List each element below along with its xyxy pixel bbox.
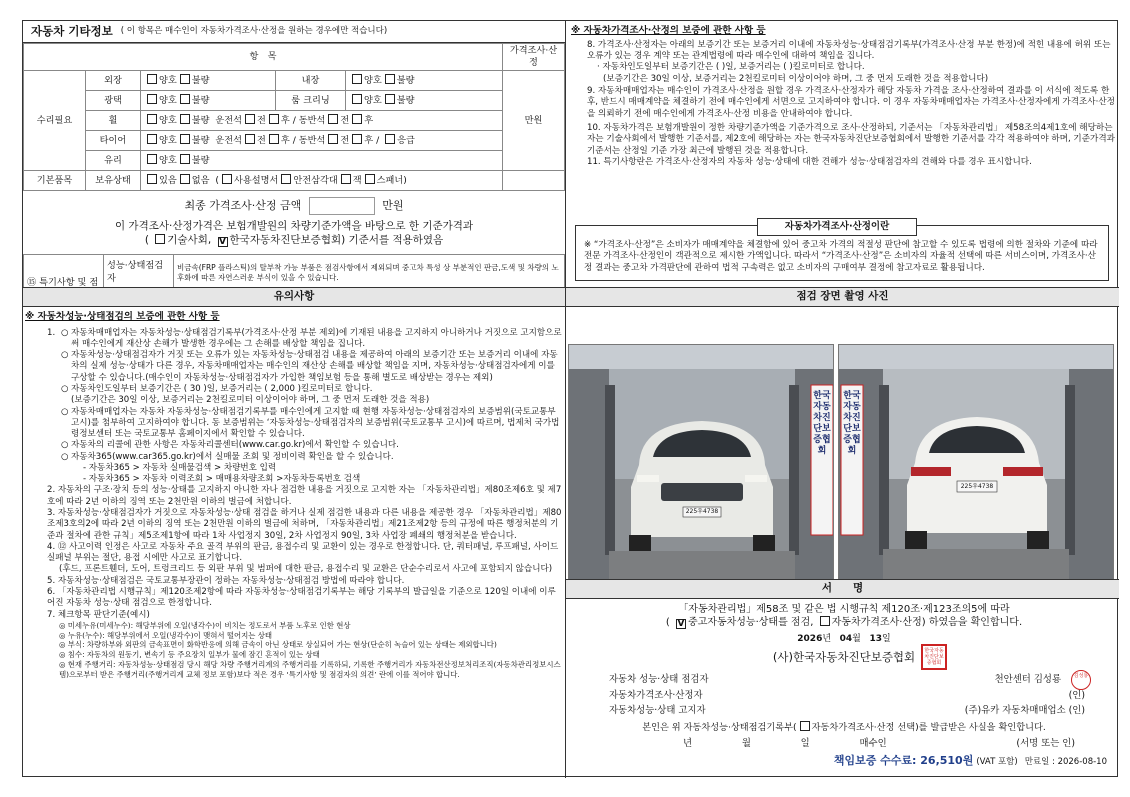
note-1e: 자동차의 리콜에 관한 사항은 자동차리콜센터(www.car.go.kr)에서 확인할 수 있습니다. — [71, 440, 399, 451]
row-gloss-label: 광택 — [86, 91, 141, 111]
front-photo — [568, 344, 834, 582]
have-checkbox[interactable] — [147, 174, 157, 184]
final-price-row — [23, 197, 565, 215]
inspector-name: 천안센터 김성룡 — [994, 674, 1061, 686]
pg-item-11: 11. 특기사항란은 가격조사·산정자의 자동차 성능·상태에 대한 견해가 성능·상태점검자의 견해와 다를 경우 표시합니다. — [587, 156, 1032, 167]
row-room-clean-label: 룸 크리닝 — [276, 91, 346, 111]
rear-checkbox[interactable] — [352, 134, 362, 144]
center-divider — [565, 21, 566, 778]
note-4: 4. ⑫ 사고이력 인정은 사고로 자동차 주요 골격 부위의 판금, 용접수리 및 교환이 있는 경우로 한정합니다. 단, 쿼터패널, 루프패널, 사이드실패널 부위는 절단, 용접 시에만 사고로 표기합니다. — [47, 541, 559, 564]
good-checkbox[interactable] — [147, 114, 157, 124]
other-info-table — [23, 43, 565, 191]
basis-opt2-checkbox[interactable]: V — [219, 237, 227, 248]
buyer-sign: (서명 또는 인) — [1016, 737, 1075, 749]
criteria-2: ◎ 누유(누수): 해당부위에서 오일(냉각수)이 맺혀서 떨어지는 상태 — [59, 630, 273, 640]
signature-section — [573, 603, 1115, 775]
photos-title: 점검 장면 촬영 사진 — [566, 287, 1119, 307]
possession-options: 있음 없음 ( 사용설명서 안전삼각대 잭 스패너) — [141, 171, 503, 191]
price-unit: 만원 — [503, 71, 565, 171]
note-1c: 자동차인도일부터 보증기간은 ( 30 )일, 보증거리는 ( 2,000 )킬로미터로 합니다. — [71, 383, 373, 394]
basis-opt1-checkbox[interactable] — [155, 234, 165, 244]
group-basic-label: 기본품목 — [24, 171, 86, 191]
note-7: 7. 체크항목 판단기준(예시) — [47, 609, 150, 620]
perf-check-checkbox[interactable]: V — [677, 619, 685, 630]
exterior-options: 양호 불량 — [141, 71, 276, 91]
final-price-input[interactable] — [309, 197, 375, 215]
special-notes-table — [23, 254, 565, 287]
org-seal-stamp: 한국자동차진단보증협회 — [921, 644, 947, 670]
good-checkbox[interactable] — [352, 94, 362, 104]
row-interior-label: 내장 — [276, 71, 346, 91]
front-banner: 한국자동차진단보증협회 — [813, 391, 831, 456]
note-1f-sub2: - 자동차365 > 자동차 이력조회 > 매매용차량조회 >자동차등록번호 검색 — [83, 474, 361, 485]
bad-checkbox[interactable] — [180, 94, 190, 104]
price-guarantee-heading: ※ 자동차가격조사·산정의 보증에 관한 사항 등 — [571, 25, 766, 36]
rear-plate: 225우4738 — [960, 483, 994, 490]
other-info-note: ( 이 항목은 매수인이 자동차가격조사·산정을 원하는 경우에만 적습니다) — [120, 25, 388, 36]
rear-checkbox[interactable] — [269, 114, 279, 124]
front-car-image — [569, 345, 834, 582]
price-check-checkbox[interactable] — [820, 616, 830, 626]
criteria-4: ◎ 침수: 자동차의 원동기, 변속기 등 주요장치 일부가 물에 잠긴 흔적이 있는 상태 — [59, 650, 320, 660]
other-info-title: 자동차 기타정보 — [31, 23, 113, 38]
pg-item-8a: · 자동차인도일부터 보증기간은 ( )일, 보증거리는 ( )킬로미터로 합니다. — [597, 62, 865, 73]
receipt-checkbox[interactable] — [800, 721, 810, 731]
jack-checkbox[interactable] — [341, 174, 351, 184]
good-checkbox[interactable] — [147, 94, 157, 104]
col-item-header: 항 목 — [24, 44, 503, 71]
sign-line2: ( V 중고자동차성능·상태를 점검, 자동차가격조사·산정) 하였음을 확인합니다. — [665, 617, 1023, 630]
note-6: 6. 「자동차관리법 시행규칙」제120조제2항에 따라 자동차성능·상태점검기록부는 해당 기록부의 발급일을 기준으로 120일 이내에 이루어진 자동차 성능·상태 점검으로 한정합니다. — [47, 587, 556, 609]
notice-label: 자동차성능·상태 고지자 — [609, 705, 706, 717]
notes-section: ※ 자동차성능·상태점검의 보증에 관한 사항 등 1. ○ 자동차매매업자는 자동차성능·상태점검기록부(가격조사·산정 부분 제외)에 기재된 내용을 고지하지 아니하거나 거짓으로 고지함으로써 매수인에게 재산상 손해가 발생한 경우에는 그 손해를 배상할 책임을 집니다. ○ 자동차성능·상태점검자가 거짓 또는 오류가 있는 자동차성능·상태점검 내용을 제공하여 아래의 보증기간 또는 보증거리 이내에 자동차의 실제 성능·상태가 다른 경우, 자동차매매업자는 매수인의 재산상 손해를 배상할 책임을 지며, 자동차성능·상태점검자에게 이를 구상할 수 있습니다.(매수인이 자동차성능·상태점검자가 가입한 책임보험 등을 통해 별도로 배상받는 경우는 제외) ○ 자동차인도일부터 보증기간은 ( 30 )일, 보증거리는 ( 2,000 )킬로미터로 합니다. (보증기간은 30일 이상, 보증거리는 2천킬로미터 이상이어야 하며, 그 중 먼저 도래한 것을 적용) ○ 자동차매매업자는 자동차 자동차성능·상태점검기록부를 매수인에게 고지할 때 현행 자동차성능·상태점검자의 보증범위(국토교통부 고시)를 첨부하여 고지하여야 합니다. 동 보증범위는 ‘자동차성능·상태점검자의 보증범위(국토교통부 고시)에 따르며, 법제처 국가법령정보센터 또는 국토교통부 홈페이지에서 확인할 수 있습니다. ○ 자동차의 리콜에 관한 사항은 자동차리콜센터(www.car.go.kr)에서 확인할 수 있습니다. ○ 자동차365(www.car365.go.kr)에서 실매물 조회 및 정비이력 확인을 할 수 있습니다. - 자동차365 > 자동차 실매물검색 > 차량번호 입력 - 자동차365 > 자동차 이력조회 > 매매용차량조회 >자동차등록번호 검색 2. 자동차의 구조·장치 등의 성능·상태를 고지하지 아니한 자나 점검한 내용을 거짓으로 고지한 자는 「자동차관리법」제80조제6호 및 제7호에 따라 2년 이하의 징역 또는 2천만원 이하의 벌금에 처합니다. 3. 자동차성능·상태점검자가 거짓으로 자동차성능·상태 점검을 하거나 실제 점검한 내용과 다른 내용을 제공한 경우 「자동차관리법」제80조제3호의2에 따라 2년 이하의 징역 또는 2천만원 이하의 벌금에 처하며, 「자동차관리법」제21조제2항 등의 규정에 따른 행정처분의 기준과 절차에 관한 규칙」제5조제1항에 따라 1차 사업정지 30일, 2차 사업정지 90일, 3차 사업장 폐쇄의 행정처분을 받습니다. 4. ⑫ 사고이력 인정은 사고로 자동차 주요 골격 부위의 판금, 용접수리 및 교환이 있는 경우로 한정합니다. 단, 쿼터패널, 루프패널, 사이드실패널 부위는 절단, 용접 시에만 사고로 표기합니다. (후드, 프론트휀더, 도어, 트렁크리드 등 외판 부위 및 범퍼에 대한 판금, 용접수리 및 교환은 단순수리로서 사고에 포함되지 않습니다) 5. 자동차성능·상태점검은 국토교통부장관이 정하는 자동차성능·상태점검 방법에 따라야 합니다. 6. 「자동차관리법 시행규칙」제120조제2항에 따라 자동차성능·상태점검기록부는 해당 기록부의 발급일을 기준으로 120일 이내에 이루어진 자동차 성능·상태 점검으로 한정합니다. 7. 체크항목 판단기준(예시) ◎ 미세누유(미세누수): 해당부위에 오일(냉각수)이 비치는 정도로서 부품 노후로 인한 현상 ◎ 누유(누수): 해당부위에서 오일(냉각수)이 맺혀서 떨어지는 상태 ◎ 부식: 차량하부와 외판의 금속표면이 화학반응에 의해 금속이 아닌 상태로 상실되어 가는 현상(단순히 녹슬어 있는 상태는 제외합니다) ◎ 침수: 자동차의 원동기, 변속기 등 주요장치 일부가 물에 잠긴 흔적이 있는 상태 ◎ 현재 주행거리: 자동차성능·상태점검 당시 해당 차량 주행거리계의 주행거리를 기록하되, 기록한 주행거리가 자동차전산정보처리조직(자동차관리정보시스템)으로부터 받은 주행거리(주행거리계 교체 정보 포함)보다 적은 경우 ‘특기사항 및 점검자의 의견’ 란에 이를 적어야 합니다. — [25, 311, 562, 679]
note-1c-sub: (보증기간은 30일 이상, 보증거리는 2천킬로미터 이상이어야 하며, 그 중 먼저 도래한 것을 적용) — [71, 395, 430, 406]
row-glass-label: 유리 — [86, 151, 141, 171]
bad-checkbox[interactable] — [180, 154, 190, 164]
perf-inspector-text: 비금속(FRP 플라스틱)의 탈부착 가능 부품은 점검사항에서 제외되며 중고차 특성 상 부분적인 판금,도색 및 차량의 노후화에 따른 자연스러운 부식이 있을 수 있습니다. — [174, 255, 565, 288]
manual-checkbox[interactable] — [222, 174, 232, 184]
sign-date: 2026년 04월 13일 — [797, 634, 891, 645]
wheel-options: 양호 불량 운전석 전 후 / 동반석 전 후 — [141, 111, 503, 131]
sign-line1: 「자동차관리법」제58조 및 같은 법 시행규칙 제120조·제123조의5에 따라 — [678, 604, 1010, 615]
rear-car-image — [839, 345, 1114, 582]
row-tire-label: 타이어 — [86, 131, 141, 151]
interior-options: 양호 불량 — [346, 71, 503, 91]
special-label: ⑮ 특기사항 및 점 — [24, 255, 104, 288]
good-checkbox[interactable] — [352, 74, 362, 84]
price-guarantee-section — [571, 25, 1115, 285]
bad-checkbox[interactable] — [385, 94, 395, 104]
good-checkbox[interactable] — [147, 154, 157, 164]
tire-options: 양호 불량 운전석 전 후 / 동반석 전 후 / 응급 — [141, 131, 503, 151]
rear-checkbox[interactable] — [269, 134, 279, 144]
note-1: 자동차매매업자는 자동차성능·상태점검기록부(가격조사·산정 부분 제외)에 기재된 내용을 고지하지 아니하거나 거짓으로 고지함으로써 매수인에게 재산상 손해가 발생한 경우에는 그 손해를 배상할 책임을 집니다. — [71, 327, 562, 349]
sign-org: (사)한국자동차진단보증협회 — [772, 650, 916, 665]
basis-text: 이 가격조사·산정가격은 보험개발원의 차량기준가액을 바탕으로 한 기준가격과 — [114, 220, 474, 233]
note-1f: 자동차365(www.car365.go.kr)에서 실매물 조회 및 정비이력 확인을 할 수 있습니다. — [71, 451, 394, 462]
front-plate: 225우4738 — [685, 508, 719, 515]
good-checkbox[interactable] — [147, 74, 157, 84]
rear-photo — [838, 344, 1114, 582]
pg-item-10: 10. 자동차가격은 보험개발원이 정한 차량기준가액을 기준가격으로 조사·산정하되, 기준서는 「자동차관리법」 제58조의4제1호에 해당하는 자는 기술사회에서 발행한 기준서를, 제2호에 해당하는 자는 한국자동차진단보증협회에서 발행한 기준서를 각각 적용하여야 하며, 기준가격과 기준서는 산정일 기준 가장 최근에 발행된 것을 적용합니다. — [587, 122, 1115, 156]
notes-title: 유의사항 — [23, 287, 565, 307]
none-checkbox[interactable] — [180, 174, 190, 184]
front-checkbox[interactable] — [245, 114, 255, 124]
perf-inspector-label: 성능·상태점검자 — [104, 255, 174, 288]
price-sign: (인) — [1068, 689, 1085, 701]
col-price-header: 가격조사·산정 — [503, 44, 565, 71]
price-definition-title: 자동차가격조사·산정이란 — [757, 218, 917, 236]
price-label: 자동차가격조사·산정자 — [609, 689, 703, 701]
emergency-checkbox[interactable] — [385, 134, 395, 144]
notice-name: (주)유카 자동차매매업소 — [964, 705, 1066, 717]
fee-vat: (VAT 포함) — [976, 757, 1018, 768]
signature-title: 서 명 — [566, 579, 1119, 599]
rear-checkbox[interactable] — [352, 114, 362, 124]
criteria-5: ◎ 현재 주행거리: 자동차성능·상태점검 당시 해당 차량 주행거리계의 주행거리를 기록하되, 기록한 주행거리가 자동차전산정보처리조직(자동차관리정보시스템)으로부터 받은 주행거리(주행거리계 교체 정보 포함)보다 적은 경우 ‘특기사항 및 점검자의 의견’ 란에 이를 적어야 합니다. — [59, 659, 561, 679]
sign-org-row — [573, 650, 1115, 665]
final-price-label: 최종 가격조사·산정 금액 — [184, 199, 302, 213]
basis-options: ( 기술사회, V 한국자동차진단보증협회) 기준서를 적용하였음 — [144, 234, 444, 248]
row-possession-label: 보유상태 — [86, 171, 141, 191]
triangle-checkbox[interactable] — [281, 174, 291, 184]
room-clean-options: 양호 불량 — [346, 91, 503, 111]
inspector-seal-stamp: 김성룡 — [1071, 670, 1091, 690]
good-checkbox[interactable] — [147, 134, 157, 144]
fee-label: 책임보증 수수료: 26,510원 — [833, 754, 974, 768]
buyer-label: 매수인 — [859, 737, 887, 749]
row-wheel-label: 휠 — [86, 111, 141, 131]
group-repair-label: 수리필요 — [24, 71, 86, 171]
note-2: 2. 자동차의 구조·장치 등의 성능·상태를 고지하지 아니한 자나 점검한 내용을 거짓으로 고지한 자는 「자동차관리법」제80조제6호 및 제7호에 따라 2년 이하의 징역 또는 2천만원 이하의 벌금에 처합니다. — [47, 485, 562, 507]
note-1f-sub1: - 자동차365 > 자동차 실매물검색 > 차량번호 입력 — [83, 462, 277, 473]
notes-heading: ※ 자동차성능·상태점검의 보증에 관한 사항 등 — [25, 311, 220, 322]
row-exterior-label: 외장 — [86, 71, 141, 91]
gloss-options: 양호 불량 — [141, 91, 276, 111]
pg-item-8: 8. 가격조사·산정자는 아래의 보증기간 또는 보증거리 이내에 자동차성능·상태점검기록부(가격조사·산정 부분 한정)에 적힌 내용에 허위 또는 오류가 있는 경우 계약 또는 관계법령에 따라 매수인에 대하여 책임을 집니다. — [587, 39, 1111, 61]
pg-item-9: 9. 자동차매매업자는 매수인이 가격조사·산정을 원할 경우 가격조사·산정자가 해당 자동차 가격을 조사·산정하여 결과를 이 서식에 적도록 한 후, 반드시 매매계약을 체결하기 전에 매수인에게 서면으로 고지하여야 합니다. 이 경우 자동차매매업자는 가격조사·산정자에게 가격조사·산정을 의뢰하기 전에 매수인에게 가격조사·산정 비용을 안내하여야 합니다. — [587, 85, 1115, 119]
spanner-checkbox[interactable] — [365, 174, 375, 184]
other-info-section — [23, 21, 565, 287]
fee-expiry: 만료일 : 2026-08-10 — [1024, 757, 1107, 768]
front-checkbox[interactable] — [328, 134, 338, 144]
note-4-sub: (후드, 프론트휀더, 도어, 트렁크리드 등 외판 부위 및 범퍼에 대한 판금, 용접수리 및 교환은 단순수리로서 사고에 포함되지 않습니다) — [59, 564, 553, 575]
front-checkbox[interactable] — [328, 114, 338, 124]
bad-checkbox[interactable] — [180, 114, 190, 124]
receipt-line: 본인은 위 자동차성능·상태점검기록부( 자동차가격조사·산정 선택)를 발급받은 사실을 확인합니다. — [642, 721, 1046, 733]
note-1b: 자동차성능·상태점검자가 거짓 또는 오류가 있는 자동차성능·상태점검 내용을 제공하여 아래의 보증기간 또는 보증거리 이내에 자동차의 실제 성능·상태가 다른 경우, 자동차매매업자는 매수인의 재산상 손해를 배상할 책임을 지며, 자동차성능·상태점검자에게 이를 구상할 수 있습니다.(매수인이 자동차성능·상태점검자가 가입한 책임보험 등을 통해 별도로 배상받는 경우는 제외) — [71, 350, 558, 383]
note-1d: 자동차매매업자는 자동차 자동차성능·상태점검기록부를 매수인에게 고지할 때 현행 자동차성능·상태점검자의 보증범위(국토교통부 고시)를 첨부하여 고지하여야 합니다. 동 보증범위는 ‘자동차성능·상태점검자의 보증범위(국토교통부 고시)에 따르며, 법제처 국가법령정보센터 또는 국토교통부 홈페이지에서 확인할 수 있습니다. — [71, 406, 560, 440]
final-price-unit: 만원 — [382, 199, 404, 213]
note-5: 5. 자동차성능·상태점검은 국토교통부장관이 정하는 자동차성능·상태점검 방법에 따라야 합니다. — [47, 575, 405, 586]
criteria-3: ◎ 부식: 차량하부와 외판의 금속표면이 화학반응에 의해 금속이 아닌 상태로 상실되어 가는 현상(단순히 녹슬어 있는 상태는 제외합니다) — [59, 640, 497, 650]
note-3: 3. 자동차성능·상태점검자가 거짓으로 자동차성능·상태 점검을 하거나 실제 점검한 내용과 다른 내용을 제공한 경우 「자동차관리법」제80조제3호의2에 따라 2년 이하의 징역 또는 2천만원 이하의 벌금에 처하며, 「자동차관리법」제21조제2항 등의 규정에 따른 행정처분의 기준과 절차에 관한 규칙」제5조제1항에 따라 1차 사업정지 30일, 2차 사업정지 90일, 3차 사업장 폐쇄의 행정처분을 받습니다. — [47, 508, 562, 541]
bad-checkbox[interactable] — [385, 74, 395, 84]
rear-banner: 한국자동차진단보증협회 — [843, 391, 861, 456]
criteria-1: ◎ 미세누유(미세누수): 해당부위에 오일(냉각수)이 비치는 정도로서 부품 노후로 인한 현상 — [59, 620, 351, 630]
notice-sign: (인) — [1068, 705, 1085, 717]
pg-item-8b: (보증기간은 30일 이상, 보증거리는 2천킬로미터 이상이어야 하며, 그 중 먼저 도래한 것을 적용합니다) — [603, 73, 989, 84]
glass-options: 양호 불량 — [141, 151, 503, 171]
fee-row — [573, 754, 1115, 769]
bad-checkbox[interactable] — [180, 74, 190, 84]
price-definition-text: ※ “가격조사·산정”은 소비자가 매매계약을 체결함에 있어 중고차 가격의 적절성 판단에 참고할 수 있도록 법령에 의한 절차와 기준에 따라 전문 가격조사·산정인이 객관적으로 제시한 가액입니다. 따라서 “가격조사·산정”은 소비자의 자율적 선택에 따른 서비스이며, 가격조사·산정 결과는 중고차 가격판단에 관하여 법적 구속력은 없고 소비자의 구매여부 결정에 참고자료로 활용됩니다. — [584, 240, 1098, 273]
inspector-label: 자동차 성능·상태 점검자 — [609, 674, 709, 686]
buyer-row: 년 월 일 매수인 (서명 또는 인) — [683, 737, 1075, 749]
bad-checkbox[interactable] — [180, 134, 190, 144]
front-checkbox[interactable] — [245, 134, 255, 144]
document-frame — [22, 20, 1118, 777]
